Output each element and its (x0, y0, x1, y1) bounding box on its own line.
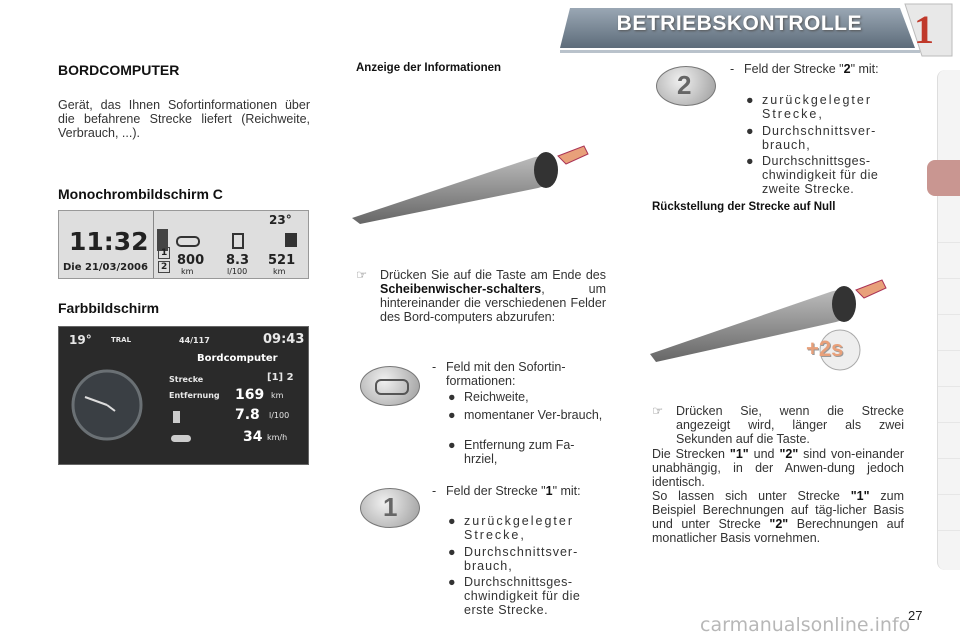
color-row-unit: km (271, 391, 284, 400)
display-value-consumption: 8.3 (226, 253, 250, 268)
tab-chapter[interactable] (938, 494, 960, 531)
dash-marker: - (730, 62, 735, 76)
display-unit-l100: l/100 (227, 267, 248, 276)
field-2-label (744, 62, 906, 76)
color-display-image (58, 326, 309, 465)
section-heading-bordcomputer: BORDCOMPUTER (58, 62, 180, 78)
chapter-number: 1 (914, 7, 934, 52)
tab-chapter[interactable] (938, 386, 960, 423)
watermark: carmanualsonline.info (700, 614, 911, 636)
field-1-label-part: " mit: (552, 484, 581, 498)
mono-screen-heading: Monochrombildschirm C (58, 186, 223, 202)
monochrome-display-image (58, 210, 309, 279)
list-item-text: zurückgelegter Strecke, (464, 514, 574, 542)
page-number: 27 (908, 608, 923, 623)
trip-label-2: 2 (158, 261, 170, 273)
list-item-text: Durchschnittsver-brauch, (762, 124, 877, 152)
color-row-unit: l/100 (269, 411, 290, 420)
list-item-text: Durchschnittsges-chwindigkeit für die zweite Strecke. (762, 154, 879, 196)
display-icons (175, 231, 305, 251)
wiper-stalk-image (352, 128, 592, 224)
finish-flag-icon (285, 233, 297, 247)
display-divider (153, 211, 154, 278)
trip-1-icon-badge (360, 488, 420, 528)
compass-clock-icon (69, 367, 145, 443)
fuel-pump-icon (173, 411, 180, 423)
instruction-text-part: Drücken Sie auf die Taste am Ende des (380, 268, 606, 282)
list-item-text: Durchschnittsver-brauch, (464, 545, 579, 573)
color-row-unit: km/h (267, 433, 288, 442)
tab-chapter[interactable] (938, 458, 960, 495)
color-display-radio: TRAL (111, 336, 132, 344)
field-1-number: 1 (545, 484, 553, 498)
instruction-bold: Scheibenwischer-schalters (380, 282, 542, 296)
list-item-text: zurückgelegter Strecke, (762, 93, 872, 121)
display-info-heading: Anzeige der Informationen (356, 62, 502, 74)
page-title: BETRIEBSKONTROLLE (616, 12, 862, 35)
dash-marker: - (432, 360, 437, 374)
tab-chapter[interactable] (938, 206, 960, 243)
reset-heading: Rückstellung der Strecke auf Null (652, 201, 836, 213)
display-value-distance: 521 (268, 253, 296, 268)
field-1-label-part: Feld der Strecke " (446, 484, 546, 498)
color-display-clock: 09:43 (263, 332, 305, 347)
finger-pointer-icon: ☞ (356, 268, 368, 282)
intro-text: Gerät, das Ihnen Sofortinformationen über die befahrene Strecke liefert (Reichweite, Verbrauch, ...). (58, 98, 310, 140)
tab-chapter[interactable] (938, 278, 960, 315)
color-display-title: Bordcomputer (197, 353, 278, 364)
tab-chapter[interactable] (938, 314, 960, 351)
field-1-label (446, 484, 606, 498)
car-icon (171, 435, 191, 442)
list-item-text: Entfernung zum Fa-hrziel, (464, 438, 575, 466)
color-row-value: 169 (235, 387, 265, 403)
display-time: 11:32 (69, 227, 149, 256)
field-2-label-part: " mit: (850, 62, 879, 76)
trip-2-icon: 2 (677, 70, 692, 100)
color-screen-heading: Farbbildschirm (58, 300, 160, 316)
color-row-label: Strecke (169, 375, 204, 384)
car-icon (375, 379, 409, 395)
display-value-range: 800 (177, 253, 205, 268)
display-unit-km: km (273, 267, 286, 276)
trip-1-icon: 1 (383, 492, 398, 522)
display-date: Die 21/03/2006 (63, 262, 148, 273)
field-2-label-part: Feld der Strecke " (744, 62, 844, 76)
reset-instruction-text: Drücken Sie, wenn die Strecke angezeigt wird, länger als zwei Sekunden auf die Taste. (676, 404, 904, 446)
chapter-header (560, 0, 960, 58)
paragraph-part: Berechnungen auf monatlicher Basis vornehmen. (652, 517, 904, 545)
list-item-text: Reichweite, (464, 390, 529, 404)
chapter-tab-strip (927, 70, 960, 570)
car-icon (177, 237, 199, 246)
paragraph-bold: "2" (779, 447, 799, 461)
fuel-pump-icon (233, 234, 243, 248)
car-icon-badge (360, 366, 420, 406)
display-temperature: 23° (269, 213, 292, 227)
instruction-text-part: , um hintereinander die verschiedenen Felder des Bord-computers abzurufen: (380, 282, 606, 324)
paragraph-part: zum Beispiel Berechnungen auf täg-licher Basis und unter Strecke (652, 489, 905, 531)
trips-independent-paragraph (652, 447, 904, 489)
field-instant-label: Feld mit den Sofortin-formationen: (446, 360, 566, 388)
tab-chapter-active[interactable] (927, 160, 960, 196)
trip-label-1: 1 (158, 247, 170, 259)
arrow-icon (558, 146, 588, 164)
display-unit-km: km (181, 267, 194, 276)
list-item-text: momentaner Ver-brauch, (464, 408, 603, 422)
arrow-icon (856, 280, 886, 298)
paragraph-bold: "2" (769, 517, 789, 531)
wiper-stalk-reset-image (650, 262, 890, 372)
tab-chapter[interactable] (938, 350, 960, 387)
dash-marker: - (432, 484, 437, 498)
finger-pointer-icon: ☞ (652, 404, 664, 418)
hold-two-seconds-badge: +2s (806, 336, 844, 361)
color-row-value: 7.8 (235, 407, 260, 423)
paragraph-part: Die Strecken (652, 447, 730, 461)
paragraph-part: sind von-einander unabhängig, in der Anwen-dung jedoch identisch. (652, 447, 904, 489)
color-row-value: 34 (243, 429, 263, 445)
tab-chapter[interactable] (938, 422, 960, 459)
color-row-value: [1] 2 (267, 372, 294, 383)
list-item-text: Durchschnittsges-chwindigkeit für die erste Strecke. (464, 575, 581, 617)
trip-2-icon-badge (656, 66, 716, 106)
paragraph-part: und (748, 447, 780, 461)
color-display-temperature: 19° (69, 333, 92, 347)
paragraph-bold: "1" (729, 447, 749, 461)
paragraph-bold: "1" (850, 489, 870, 503)
color-display-track: 44/117 (179, 336, 210, 345)
tab-chapter[interactable] (938, 242, 960, 279)
trips-example-paragraph (652, 489, 904, 545)
color-row-label: Entfernung (169, 391, 220, 400)
instruction-text (380, 268, 606, 324)
paragraph-part: So lassen sich unter Strecke (652, 489, 851, 503)
field-2-number: 2 (843, 62, 851, 76)
